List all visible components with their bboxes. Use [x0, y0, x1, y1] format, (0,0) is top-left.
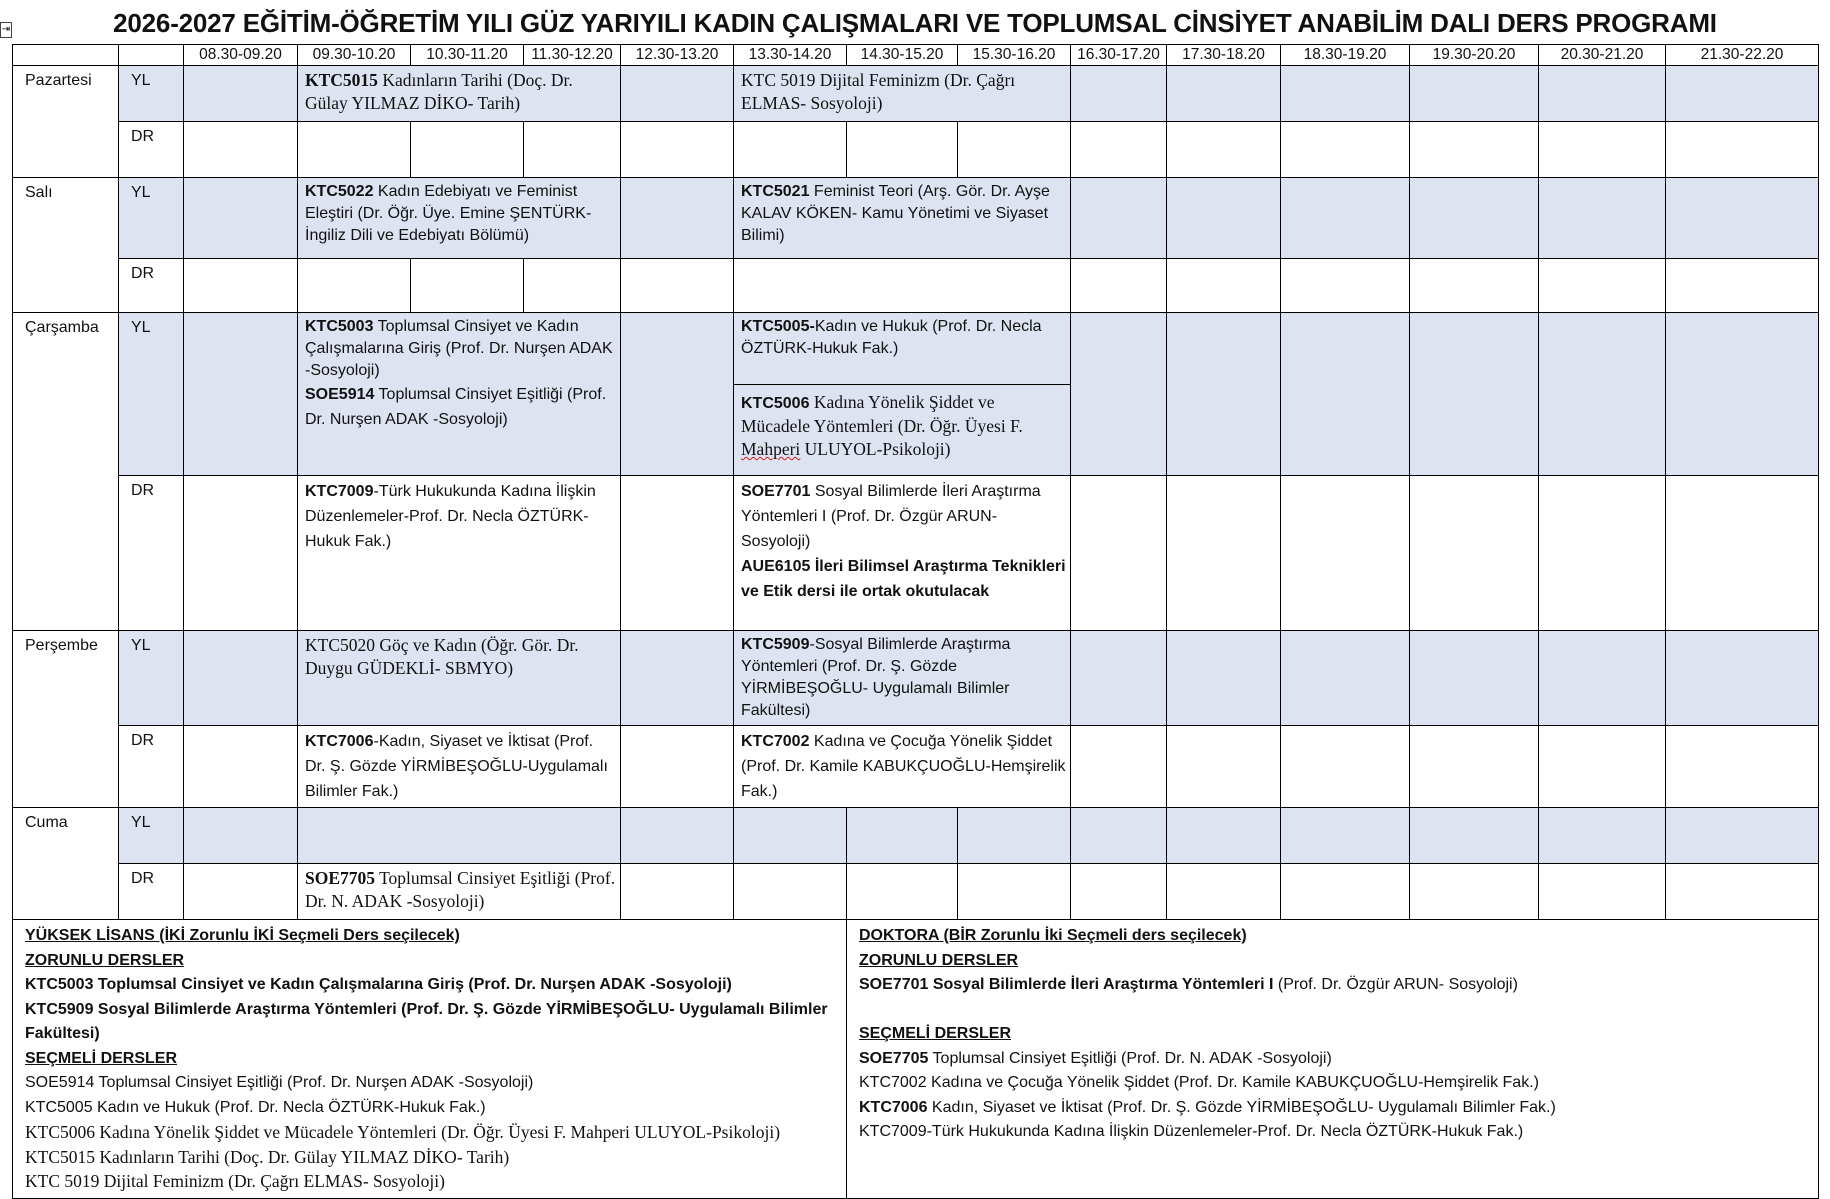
time-slot-7: 14.30-15.20	[847, 45, 958, 66]
header-corner-level	[119, 45, 184, 66]
course-cell: KTC5005-Kadın ve Hukuk (Prof. Dr. Necla ÖZTÜRK-Hukuk Fak.) KTC5006 Kadına Yönelik Şiddet ve Mücadele Yöntemleri (Dr. Öğr. Üyesi F. Mahperi ULUYOL-Psikoloji)	[734, 313, 1071, 476]
wednesday-dr-row	[13, 476, 1819, 631]
time-slot-6: 13.30-14.20	[734, 45, 847, 66]
course-cell: SOE7701 Sosyal Bilimlerde İleri Araştırma Yöntemleri I (Prof. Dr. Özgür ARUN-Sosyoloji) AUE6105 İleri Bilimsel Araştırma Teknikleri ve Etik dersi ile ortak okutulacak	[734, 476, 1071, 631]
page-title: 2026-2027 EĞİTİM-ÖĞRETİM YILI GÜZ YARIYILI KADIN ÇALIŞMALARI VE TOPLUMSAL CİNSİYET ANABİLİM DALI DERS PROGRAMI	[113, 8, 1717, 38]
course-cell: KTC5015 Kadınların Tarihi (Doç. Dr. Gülay YILMAZ DİKO- Tarih)	[298, 66, 621, 122]
monday-yl-row	[13, 66, 1819, 122]
level-yl: YL	[119, 808, 184, 864]
empty-cell	[184, 66, 298, 122]
time-slot-9: 16.30-17.20	[1071, 45, 1167, 66]
course-cell: KTC5020 Göç ve Kadın (Öğr. Gör. Dr. Duygu GÜDEKLİ- SBMYO)	[298, 631, 621, 726]
level-dr: DR	[119, 259, 184, 313]
day-label-tuesday: Salı	[13, 178, 119, 313]
time-slot-4: 11.30-12.20	[524, 45, 621, 66]
schedule-table	[12, 44, 1819, 1199]
monday-dr-row	[13, 122, 1819, 178]
time-slot-2: 09.30-10.20	[298, 45, 411, 66]
time-slot-13: 20.30-21.20	[1539, 45, 1666, 66]
legend-row	[13, 920, 1819, 1199]
level-dr: DR	[119, 476, 184, 631]
day-label-monday: Pazartesi	[13, 66, 119, 178]
level-yl: YL	[119, 631, 184, 726]
course-cell: KTC5022 Kadın Edebiyatı ve Feminist Eleştiri (Dr. Öğr. Üye. Emine ŞENTÜRK-İngiliz Dili ve Edebiyatı Bölümü)	[298, 178, 621, 259]
tuesday-dr-row	[13, 259, 1819, 313]
friday-dr-row	[13, 864, 1819, 920]
course-cell: KTC7002 Kadına ve Çocuğa Yönelik Şiddet (Prof. Dr. Kamile KABUKÇUOĞLU-Hemşirelik Fak.)	[734, 726, 1071, 808]
empty-cell	[621, 66, 734, 122]
wednesday-yl-row	[13, 313, 1819, 476]
anchor-icon: ⇥	[0, 22, 12, 38]
course-cell: KTC 5019 Dijital Feminizm (Dr. Çağrı ELMAS- Sosyoloji)	[734, 66, 1071, 122]
course-subcell: KTC5006 Kadına Yönelik Şiddet ve Mücadele Yöntemleri (Dr. Öğr. Üyesi F. Mahperi ULUYOL-Psikoloji)	[734, 384, 1070, 461]
friday-yl-row	[13, 808, 1819, 864]
time-slot-5: 12.30-13.20	[621, 45, 734, 66]
time-slot-3: 10.30-11.20	[411, 45, 524, 66]
legend-doctorate: DOKTORA (BİR Zorunlu İki Seçmeli ders seçilecek) ZORUNLU DERSLER SOE7701 Sosyal Bilimlerde İleri Araştırma Yöntemleri I (Prof. Dr. Özgür ARUN- Sosyoloji) SEÇMELİ DERSLER SOE7705 Toplumsal Cinsiyet Eşitliği (Prof. Dr. N. ADAK -Sosyoloji) KTC7002 Kadına ve Çocuğa Yönelik Şiddet (Prof. Dr. Kamile KABUKÇUOĞLU-Hemşirelik Fak.) KTC7006 Kadın, Siyaset ve İktisat (Prof. Dr. Ş. Gözde YİRMİBEŞOĞLU- Uygulamalı Bilimler Fak.) KTC7009-Türk Hukukunda Kadına İlişkin Düzenlemeler-Prof. Dr. Necla ÖZTÜRK-Hukuk Fak.)	[847, 920, 1819, 1199]
course-cell: KTC7009-Türk Hukukunda Kadına İlişkin Düzenlemeler-Prof. Dr. Necla ÖZTÜRK-Hukuk Fak.)	[298, 476, 621, 631]
time-slot-14: 21.30-22.20	[1666, 45, 1819, 66]
day-label-friday: Cuma	[13, 808, 119, 920]
day-label-thursday: Perşembe	[13, 631, 119, 808]
course-cell: KTC5003 Toplumsal Cinsiyet ve Kadın Çalışmalarına Giriş (Prof. Dr. Nurşen ADAK -Sosyoloji) SOE5914 Toplumsal Cinsiyet Eşitliği (Prof. Dr. Nurşen ADAK -Sosyoloji)	[298, 313, 621, 476]
level-yl: YL	[119, 178, 184, 259]
thursday-yl-row	[13, 631, 1819, 726]
thursday-dr-row	[13, 726, 1819, 808]
course-cell: KTC5909-Sosyal Bilimlerde Araştırma Yöntemleri (Prof. Dr. Ş. Gözde YİRMİBEŞOĞLU- Uygulamalı Bilimler Fakültesi)	[734, 631, 1071, 726]
time-slot-1: 08.30-09.20	[184, 45, 298, 66]
level-yl: YL	[119, 313, 184, 476]
course-cell: KTC5021 Feminist Teori (Arş. Gör. Dr. Ayşe KALAV KÖKEN- Kamu Yönetimi ve Siyaset Bilimi)	[734, 178, 1071, 259]
legend-masters: YÜKSEK LİSANS (İKİ Zorunlu İKİ Seçmeli Ders seçilecek) ZORUNLU DERSLER KTC5003 Toplumsal Cinsiyet ve Kadın Çalışmalarına Giriş (Prof. Dr. Nurşen ADAK -Sosyoloji) KTC5909 Sosyal Bilimlerde Araştırma Yöntemleri (Prof. Dr. Ş. Gözde YİRMİBEŞOĞLU- Uygulamalı Bilimler Fakültesi) SEÇMELİ DERSLER SOE5914 Toplumsal Cinsiyet Eşitliği (Prof. Dr. Nurşen ADAK -Sosyoloji) KTC5005 Kadın ve Hukuk (Prof. Dr. Necla ÖZTÜRK-Hukuk Fak.) KTC5006 Kadına Yönelik Şiddet ve Mücadele Yöntemleri (Dr. Öğr. Üyesi F. Mahperi ULUYOL-Psikoloji) KTC5015 Kadınların Tarihi (Doç. Dr. Gülay YILMAZ DİKO- Tarih) KTC 5019 Dijital Feminizm (Dr. Çağrı ELMAS- Sosyoloji)	[13, 920, 847, 1199]
tuesday-yl-row	[13, 178, 1819, 259]
day-label-wednesday: Çarşamba	[13, 313, 119, 631]
level-dr: DR	[119, 122, 184, 178]
course-cell: SOE7705 Toplumsal Cinsiyet Eşitliği (Prof. Dr. N. ADAK -Sosyoloji)	[298, 864, 621, 920]
level-dr: DR	[119, 864, 184, 920]
time-slot-12: 19.30-20.20	[1410, 45, 1539, 66]
course-cell: KTC7006-Kadın, Siyaset ve İktisat (Prof. Dr. Ş. Gözde YİRMİBEŞOĞLU-Uygulamalı Bilimler Fak.)	[298, 726, 621, 808]
time-slot-11: 18.30-19.20	[1281, 45, 1410, 66]
header-corner-day	[13, 45, 119, 66]
time-header-row	[13, 45, 1819, 66]
level-yl: YL	[119, 66, 184, 122]
level-dr: DR	[119, 726, 184, 808]
time-slot-8: 15.30-16.20	[958, 45, 1071, 66]
time-slot-10: 17.30-18.20	[1167, 45, 1281, 66]
